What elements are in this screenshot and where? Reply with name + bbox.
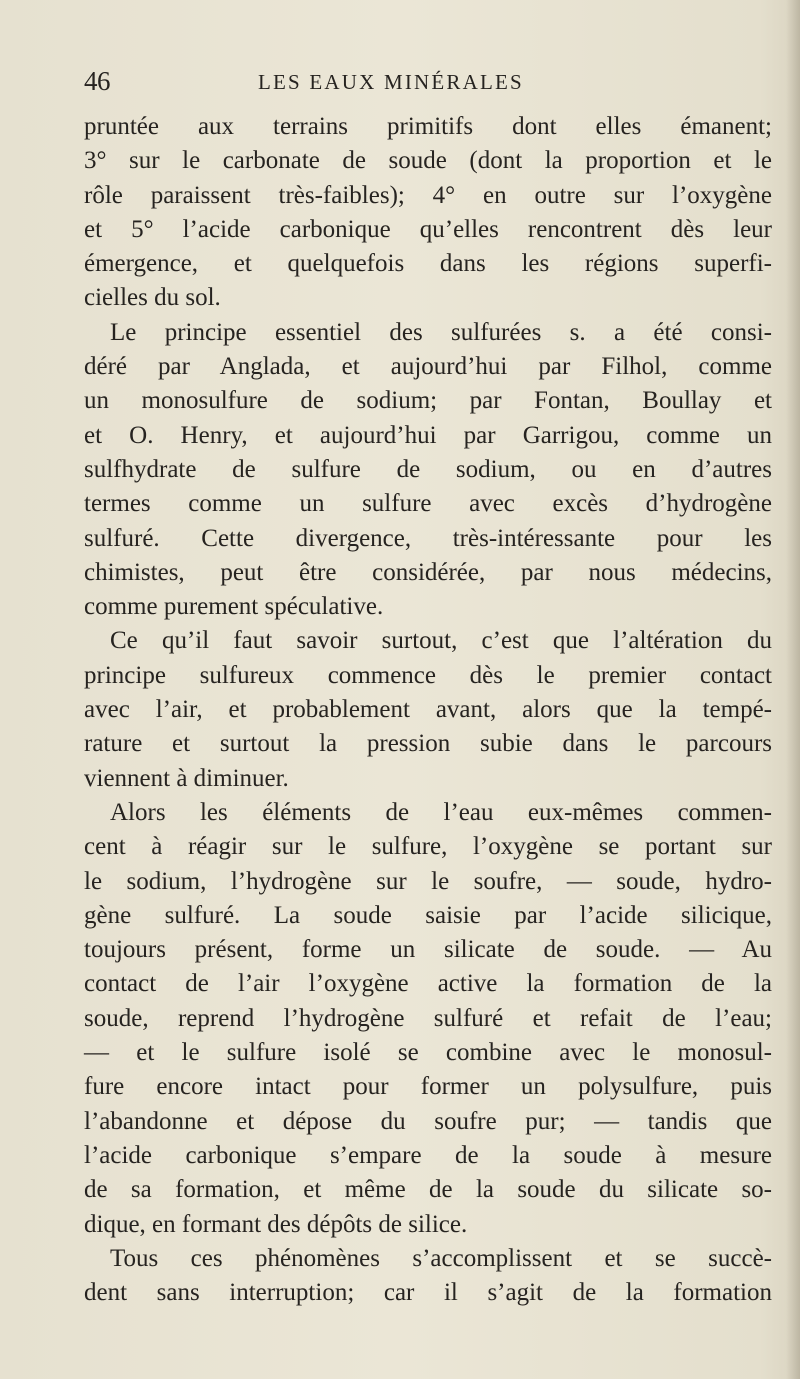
text-line: sulfhydrate de sulfure de sodium, ou en d’autres (84, 455, 772, 483)
text-line: chimistes, peut être considérée, par nous médecins, (84, 558, 772, 586)
text-line: rôle paraissent très-faibles); 4° en outre sur l’oxygène (84, 181, 772, 209)
text-line: contact de l’air l’oxygène active la formation de la (84, 970, 772, 998)
text-line: — et le sulfure isolé se combine avec le monosul- (84, 1039, 772, 1067)
text-line: l’abandonne et dépose du soufre pur; — tandis que (84, 1107, 772, 1135)
paragraph-start-line: Alors les éléments de l’eau eux-mêmes commen- (110, 798, 772, 826)
text-line: termes comme un sulfure avec excès d’hydrogène (84, 490, 772, 518)
paragraph-start-line: Tous ces phénomènes s’accomplissent et se succè- (110, 1244, 772, 1272)
paragraph-start-line: Ce qu’il faut savoir surtout, c’est que l’altération du (110, 627, 772, 655)
text-line: de sa formation, et même de la soude du silicate so- (84, 1176, 772, 1204)
text-line: déré par Anglada, et aujourd’hui par Filhol, comme (84, 353, 772, 381)
text-line: pruntée aux terrains primitifs dont elles émanent; (84, 113, 772, 140)
text-line: principe sulfureux commence dès le premier contact (84, 661, 772, 689)
body-text (84, 110, 772, 1310)
text-line: rature et surtout la pression subie dans le parcours (84, 730, 772, 758)
text-line: le sodium, l’hydrogène sur le soufre, — soude, hydro- (84, 867, 772, 895)
text-line: et 5° l’acide carbonique qu’elles rencontrent dès leur (84, 215, 772, 243)
text-line: cent à réagir sur le sulfure, l’oxygène se portant sur (84, 833, 772, 861)
text-line: et O. Henry, et aujourd’hui par Garrigou, comme un (84, 421, 772, 449)
page-number: 46 (84, 66, 110, 96)
text-line: dent sans interruption; car il s’agit de la formation (84, 1279, 772, 1307)
running-title: LES EAUX MINÉRALES (258, 70, 524, 94)
page-edge-shadow (786, 0, 800, 1379)
text-line: émergence, et quelquefois dans les régions superfi- (84, 250, 772, 278)
text-line: dique, en formant des dépôts de silice. (84, 1210, 468, 1238)
text-line: viennent à diminuer. (84, 764, 289, 792)
text-line: gène sulfuré. La soude saisie par l’acide silicique, (84, 901, 772, 929)
text-line: soude, reprend l’hydrogène sulfuré et refait de l’eau; (84, 1004, 772, 1032)
text-line: l’acide carbonique s’empare de la soude à mesure (84, 1141, 772, 1169)
text-line: 3° sur le carbonate de soude (dont la proportion et le (84, 147, 772, 175)
text-line: comme purement spéculative. (84, 593, 384, 621)
text-line: cielles du sol. (84, 284, 221, 312)
text-line: avec l’air, et probablement avant, alors que la tempé- (84, 696, 772, 724)
text-line: fure encore intact pour former un polysulfure, puis (84, 1073, 772, 1101)
text-line: sulfuré. Cette divergence, très-intéressante pour les (84, 524, 772, 552)
text-line: toujours présent, forme un silicate de soude. — Au (84, 936, 772, 964)
paragraph-start-line: Le principe essentiel des sulfurées s. a été consi- (110, 318, 772, 346)
text-line: un monosulfure de sodium; par Fontan, Boullay et (84, 387, 772, 415)
